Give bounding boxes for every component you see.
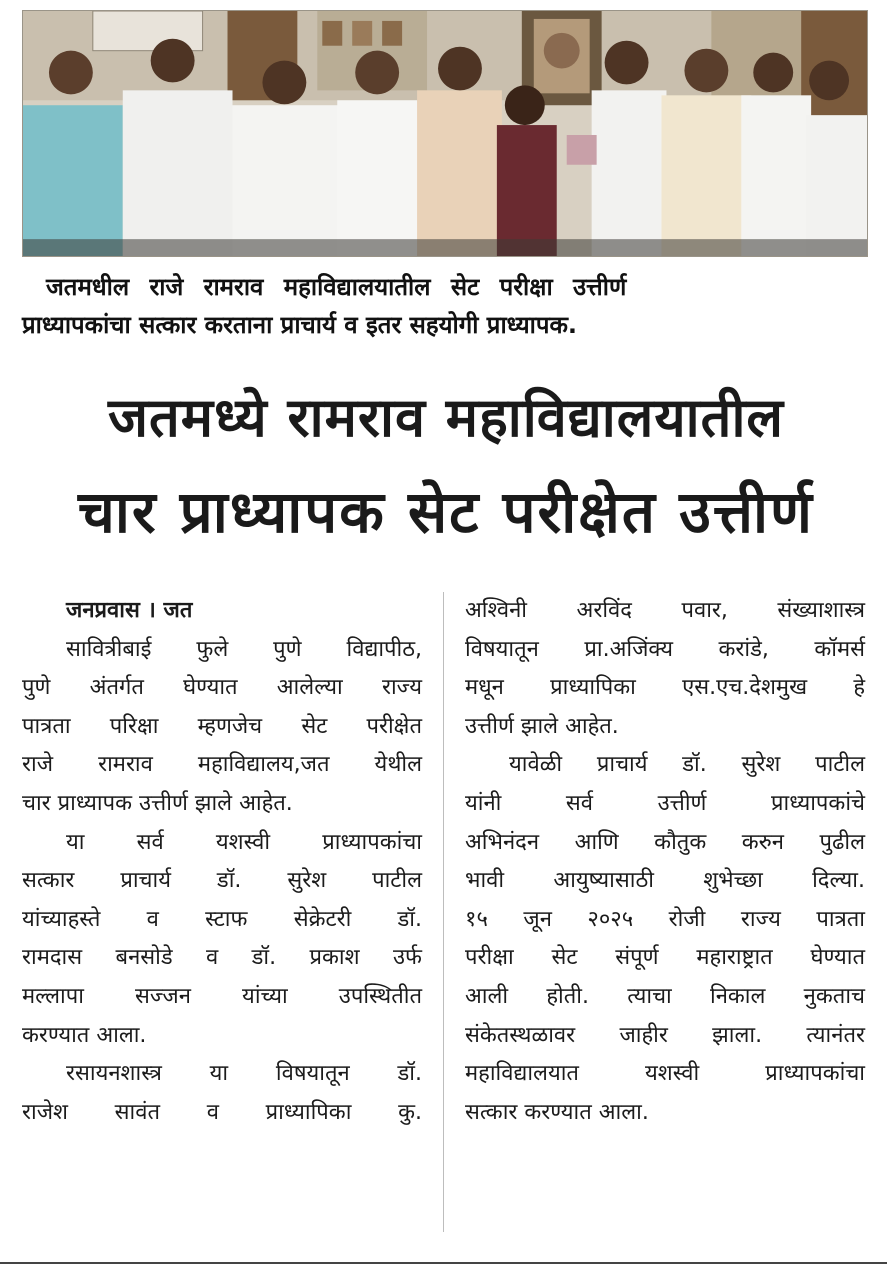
- body-line: अश्विनी अरविंद पवार, संख्याशास्त्र: [465, 598, 865, 623]
- body-line: यांनी सर्व उत्तीर्ण प्राध्यापकांचे: [465, 790, 865, 816]
- article-column-left: [22, 592, 422, 1132]
- photo-caption: [22, 268, 868, 344]
- body-line: पुणे अंतर्गत घेण्यात आलेल्या राज्य: [22, 675, 422, 701]
- body-line: मधून प्राध्यापिका एस.एच.देशमुख हे: [465, 675, 865, 701]
- caption-line-2: प्राध्यापकांचा सत्कार करताना प्राचार्य व इतर सहयोगी प्राध्यापक.: [22, 311, 578, 339]
- body-line: रसायनशास्त्र या विषयातून डॉ.: [66, 1061, 422, 1087]
- news-photo: [22, 10, 868, 257]
- body-line: चार प्राध्यापक उत्तीर्ण झाले आहेत.: [22, 790, 293, 816]
- body-line: भावी आयुष्यासाठी शुभेच्छा दिल्या.: [465, 868, 865, 894]
- body-line: अभिनंदन आणि कौतुक करुन पुढील: [465, 829, 865, 855]
- body-line: यांच्याहस्ते व स्टाफ सेक्रेटरी डॉ.: [22, 906, 422, 932]
- body-line: उत्तीर्ण झाले आहेत.: [465, 713, 619, 739]
- body-line: संकेतस्थळावर जाहीर झाला. त्यानंतर: [465, 1022, 865, 1048]
- body-line: विषयातून प्रा.अजिंक्य करांडे, कॉमर्स: [465, 636, 865, 662]
- column-divider: [443, 592, 444, 1232]
- body-line: पात्रता परिक्षा म्हणजेच सेट परीक्षेत: [22, 713, 422, 739]
- body-line: आली होती. त्याचा निकाल नुकताच: [465, 983, 865, 1009]
- dateline: जनप्रवास । जत: [66, 598, 193, 623]
- body-line: यावेळी प्राचार्य डॉ. सुरेश पाटील: [509, 752, 865, 778]
- body-line: राजेश सावंत व प्राध्यापिका कु.: [22, 1099, 422, 1125]
- body-line: १५ जून २०२५ रोजी राज्य पात्रता: [465, 906, 865, 932]
- caption-line-1: जतमधील राजे रामराव महाविद्यालयातील सेट परीक्षा उत्तीर्ण: [46, 273, 627, 301]
- body-line: राजे रामराव महाविद्यालय,जत येथील: [22, 752, 422, 778]
- body-line: मल्लापा सज्जन यांच्या उपस्थितीत: [22, 983, 422, 1009]
- article-column-right: [465, 592, 865, 1132]
- bottom-rule: [0, 1262, 887, 1264]
- body-line: सत्कार प्राचार्य डॉ. सुरेश पाटील: [22, 868, 422, 894]
- body-line: सत्कार करण्यात आला.: [465, 1099, 649, 1125]
- group-photo-icon: [23, 11, 867, 256]
- headline-line-1: जतमध्ये रामराव महाविद्यालयातील: [107, 386, 785, 449]
- body-line: महाविद्यालयात यशस्वी प्राध्यापकांचा: [465, 1061, 865, 1087]
- headline: [18, 372, 874, 560]
- body-line: परीक्षा सेट संपूर्ण महाराष्ट्रात घेण्यात: [465, 945, 865, 971]
- headline-line-2: चार प्राध्यापक सेट परीक्षेत उत्तीर्ण: [78, 478, 814, 546]
- body-line: करण्यात आला.: [22, 1022, 147, 1048]
- body-line: सावित्रीबाई फुले पुणे विद्यापीठ,: [66, 636, 422, 662]
- body-line: रामदास बनसोडे व डॉ. प्रकाश उर्फ: [22, 945, 422, 971]
- body-line: या सर्व यशस्वी प्राध्यापकांचा: [66, 829, 422, 855]
